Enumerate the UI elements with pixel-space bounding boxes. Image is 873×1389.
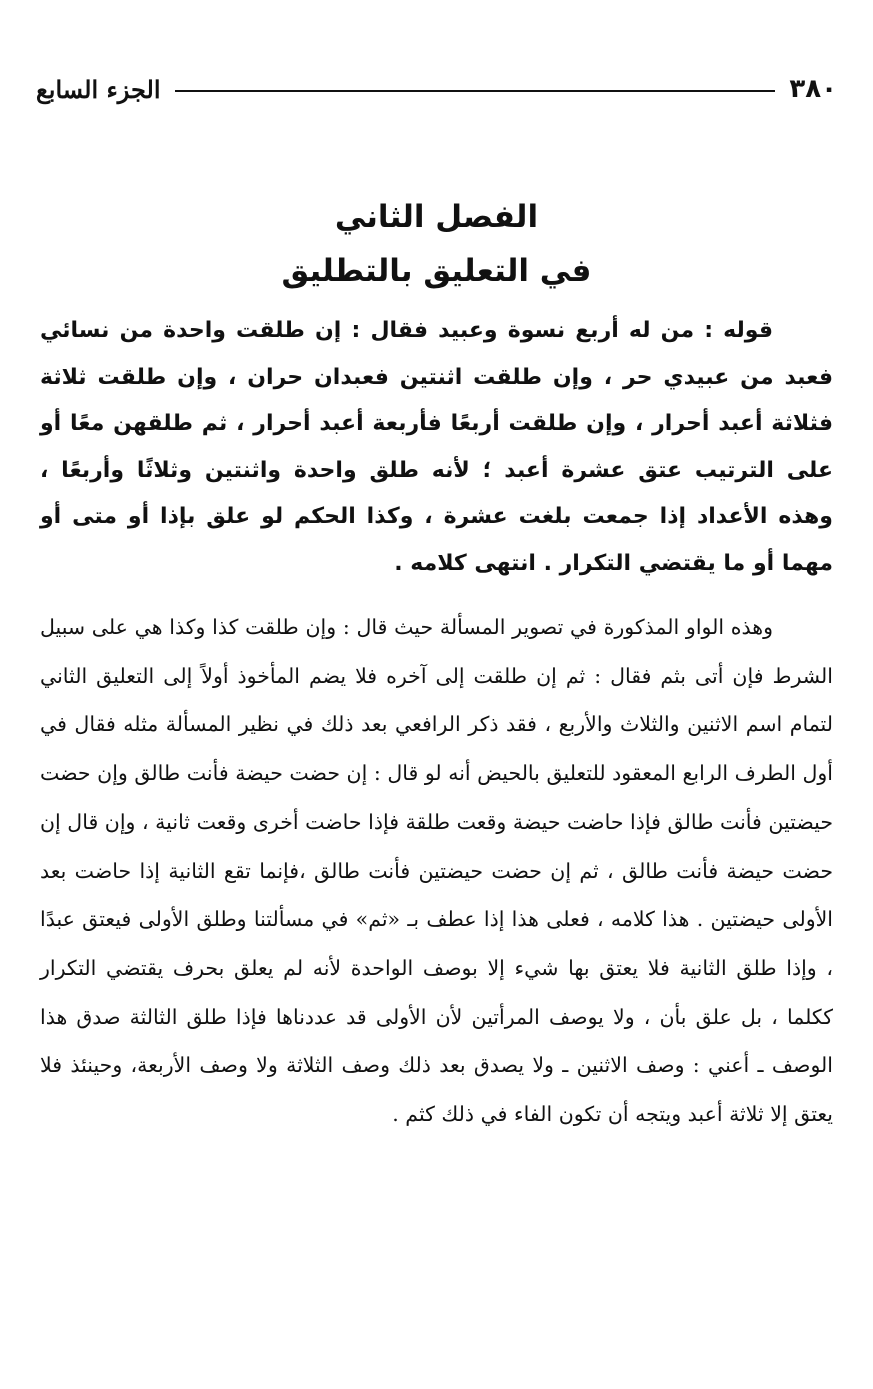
commentary-text-block xyxy=(40,603,833,1139)
header-rule xyxy=(175,90,776,92)
chapter-subtitle: في التعليق بالتطليق xyxy=(281,253,592,289)
quote-paragraph: قوله : من له أربع نسوة وعبيد فقال : إن طلقت واحدة من نسائي فعبد من عبيدي حر ، وإن طلقت اثنتين فعبدان حران ، وإن طلقت ثلاثة فثلاثة أعبد أحرار ، وإن طلقت أربعًا فأربعة أعبد أحرار ، ثم طلقهن معًا أو على الترتيب عتق عشرة أعبد ؛ لأنه طلق واحدة واثنتين وثلاثًا وأربعًا ، وهذه الأعداد إذا جمعت بلغت عشرة ، وكذا الحكم لو علق بإذا أو متى أو مهما أو ما يقتضي التكرار . انتهى كلامه . xyxy=(40,318,833,576)
running-header xyxy=(36,66,837,112)
quoted-text-block xyxy=(40,308,833,587)
chapter-heading xyxy=(0,190,873,298)
chapter-title: الفصل الثاني xyxy=(334,199,539,235)
commentary-paragraph: وهذه الواو المذكورة في تصوير المسألة حيث قال : وإن طلقت كذا وكذا هي على سبيل الشرط فإن أتى بثم فقال : ثم إن طلقت إلى آخره فلا يضم المأخوذ أولاً إلى التعليق الثاني لتمام اسم الاثنين والثلاث والأربع ، فقد ذكر الرافعي بعد ذلك في نظير المسألة مثله فقال في أول الطرف الرابع المعقود للتعليق بالحيض أنه لو قال : إن حضت حيضة فأنت طالق وإن حضت حيضتين فأنت طالق فإذا حاضت حيضة وقعت طلقة فإذا حاضت أخرى وقعت ثانية ، وإن قال إن حضت حيضة فأنت طالق ، ثم إن حضت حيضتين فأنت طالق ،فإنما تقع الثانية إذا حاضت بعد الأولى حيضتين . هذا كلامه ، فعلى هذا إذا عطف بـ «ثم» في مسألتنا وطلق الأولى فيعتق عبدًا ، وإذا طلق الثانية فلا يعتق بها شيء إلا بوصف الواحدة لأنه لم يعلق بحرف يقتضي التكرار ككلما ، بل علق بأن ، ولا يوصف المرأتين لأن الأولى قد عددناها فإذا طلق الثالثة صدق هذا الوصف ـ أعني : وصف الاثنين ـ ولا يصدق بعد ذلك وصف الثلاثة ولا وصف الأربعة، وحينئذ فلا يعتق إلا ثلاثة أعبد ويتجه أن تكون الفاء في ذلك كثم . xyxy=(40,615,833,1127)
page-number: ٣٨٠ xyxy=(789,74,837,104)
volume-name: الجزء السابع xyxy=(36,74,161,104)
